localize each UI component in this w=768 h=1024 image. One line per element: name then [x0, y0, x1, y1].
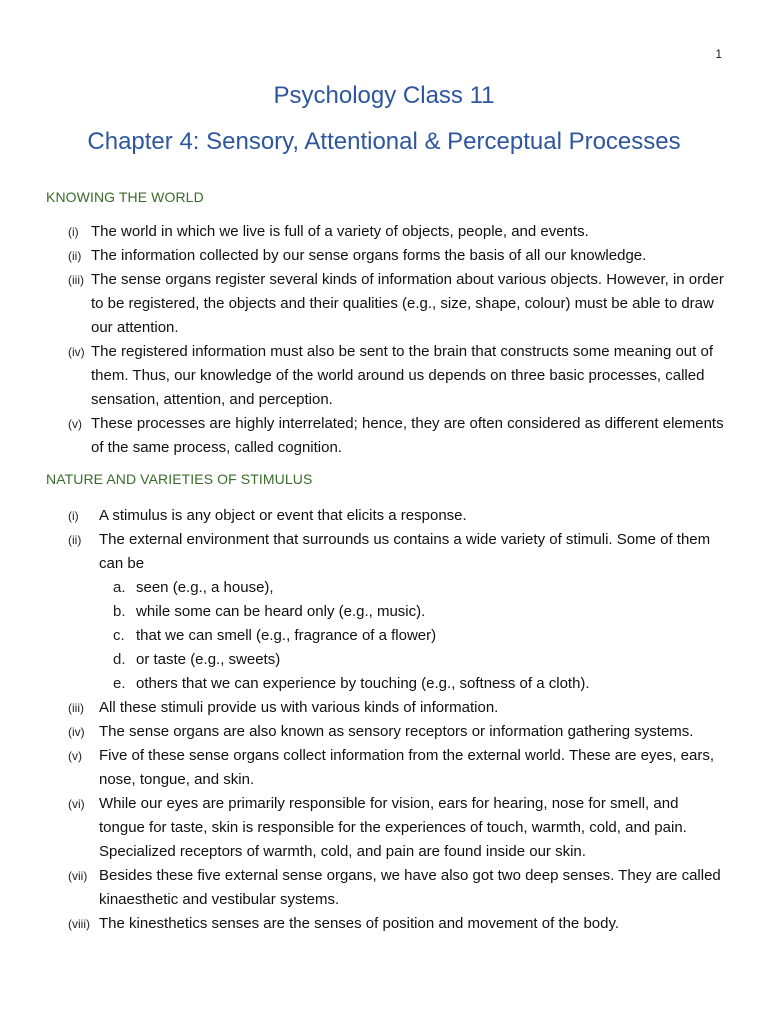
list-item: [0, 220, 768, 244]
page-title: Psychology Class 11: [273, 82, 495, 109]
list-item: [0, 744, 768, 792]
list-item: [0, 792, 768, 864]
sub-list-item: [0, 648, 768, 672]
list-item-text: The world in which we live is full of a variety of objects, people, and events.: [91, 223, 589, 240]
list-marker: (iv): [68, 345, 85, 359]
sub-list-item: [0, 576, 768, 600]
list-item: [0, 412, 768, 460]
list-item-text: The kinesthetics senses are the senses of position and movement of the body.: [99, 915, 620, 932]
section-heading-knowing-the-world: KNOWING THE WORLD: [46, 189, 204, 205]
sub-list-marker: c.: [113, 627, 125, 644]
sub-list-item-text: seen (e.g., a house),: [136, 579, 274, 596]
list-marker: (ii): [68, 533, 82, 547]
list-item-text: The registered information must also be sent to the brain that constructs some meaning out of them. Thus, our knowledge of the world around us depends on three basic processes, called sensation, attention, and perception.: [91, 343, 713, 408]
list-marker: (ii): [68, 249, 82, 263]
sub-list-item-text: or taste (e.g., sweets): [136, 651, 281, 668]
list-item-text: The sense organs register several kinds of information about various objects. However, in order to be registered, the objects and their qualities (e.g., size, shape, colour) must be able to draw our attention.: [91, 271, 724, 336]
list-item-text: The sense organs are also known as sensory receptors or information gathering systems.: [99, 723, 694, 740]
list-marker: (i): [68, 225, 79, 239]
list-item: [0, 244, 768, 268]
list-item: [0, 268, 768, 340]
list-item-text: Besides these five external sense organs, we have also got two deep senses. They are called kinaesthetic and vestibular systems.: [99, 867, 721, 908]
chapter-title: Chapter 4: Sensory, Attentional & Perceptual Processes: [87, 128, 681, 155]
list-item-text: A stimulus is any object or event that elicits a response.: [99, 507, 467, 524]
list-marker: (viii): [68, 917, 90, 931]
sub-list-item-text: while some can be heard only (e.g., music).: [136, 603, 426, 620]
list-marker: (iv): [68, 725, 85, 739]
nature-of-stimulus-list: [0, 504, 768, 936]
list-item: [0, 504, 768, 528]
list-item: [0, 696, 768, 720]
list-item-text: Five of these sense organs collect information from the external world. These are eyes, ears, nose, tongue, and skin.: [99, 747, 715, 788]
list-item-text: All these stimuli provide us with various kinds of information.: [99, 699, 499, 716]
sub-list-item: [0, 624, 768, 648]
page-number: 1: [715, 47, 722, 61]
sub-list: [0, 576, 768, 696]
knowing-the-world-list: [0, 220, 768, 460]
sub-list-item: [0, 672, 768, 696]
list-item-text: The external environment that surrounds us contains a wide variety of stimuli. Some of them can be: [99, 531, 711, 572]
list-marker: (v): [68, 417, 82, 431]
sub-list-marker: a.: [113, 579, 126, 596]
list-marker: (i): [68, 509, 79, 523]
list-marker: (iii): [68, 701, 84, 715]
list-marker: (v): [68, 749, 82, 763]
section-heading-nature-of-stimulus: NATURE AND VARIETIES OF STIMULUS: [46, 471, 313, 487]
list-item: [0, 912, 768, 936]
list-item: [0, 528, 768, 696]
sub-list-marker: b.: [113, 603, 126, 620]
list-item-text: These processes are highly interrelated; hence, they are often considered as different elements of the same process, called cognition.: [91, 415, 724, 456]
list-marker: (iii): [68, 273, 84, 287]
sub-list-item-text: that we can smell (e.g., fragrance of a flower): [136, 627, 437, 644]
list-item-text: The information collected by our sense organs forms the basis of all our knowledge.: [91, 247, 647, 264]
list-item-text: While our eyes are primarily responsible for vision, ears for hearing, nose for smell, and tongue for taste, skin is responsible for the experiences of touch, warmth, cold, and pain. Specialized receptors of warmth, cold, and pain are found inside our skin.: [99, 795, 687, 860]
list-marker: (vii): [68, 869, 88, 883]
sub-list-item-text: others that we can experience by touching (e.g., softness of a cloth).: [136, 675, 590, 692]
sub-list-item: [0, 600, 768, 624]
sub-list-marker: d.: [113, 651, 126, 668]
list-item: [0, 340, 768, 412]
list-item: [0, 864, 768, 912]
list-marker: (vi): [68, 797, 85, 811]
list-item: [0, 720, 768, 744]
sub-list-marker: e.: [113, 675, 126, 692]
